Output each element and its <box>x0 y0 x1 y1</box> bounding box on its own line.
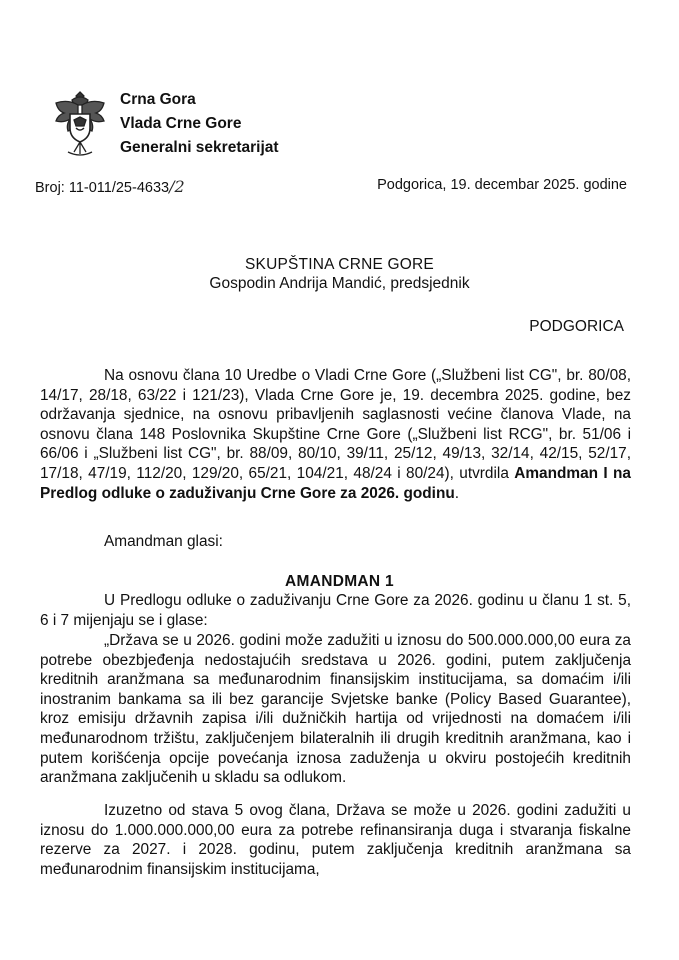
paragraph-5 <box>40 631 631 788</box>
intro-text: Na osnovu člana 10 Uredbe o Vladi Crne Gore („Službeni list CG", br. 80/08, 14/17, 28/18, 63/22 i 121/23), Vlada Crne Gore je, 19. decembra 2025. godine, bez održavanja sjednice, na osnovu pribavljenih saglasnosti većine članova Vlade, na osnovu člana 148 Poslovnika Skupštine Crne Gore („Službeni list RCG", br. 51/06 i 66/06 i „Službeni list CG", br. 88/09, 80/10, 39/11, 25/12, 49/13, 32/14, 42/15, 52/17, 17/18, 47/19, 112/20, 129/20, 65/21, 104/21, 48/24 i 80/24), utvrdila <box>40 367 631 482</box>
department-name: Generalni sekretarijat <box>120 139 279 156</box>
reference-number <box>35 177 185 196</box>
place-date: Podgorica, 19. decembar 2025. godine <box>377 177 627 193</box>
government-name: Vlada Crne Gore <box>120 115 242 132</box>
amendment-reads-line: Amandman glasi: <box>104 533 223 550</box>
reference-row <box>35 177 627 199</box>
issuer-header <box>120 88 279 160</box>
intro-bold-text: Amandman I na Predlog odluke o zaduživanju Crne Gore za 2026. godinu <box>40 464 631 502</box>
reference-number-text: Broj: 11-011/25-4633 <box>35 180 170 196</box>
country-name: Crna Gora <box>120 91 196 108</box>
amendment-title: AMANDMAN 1 <box>285 573 394 590</box>
coat-of-arms-icon <box>48 88 112 160</box>
intro-end: . <box>454 484 460 502</box>
handwritten-suffix: /2 <box>169 177 185 196</box>
recipient-institution: SKUPŠTINA CRNE GORE <box>245 256 434 273</box>
paragraph-6 <box>40 801 631 879</box>
paragraph-5-text: „Država se u 2026. godini može zadužiti u iznosu do 500.000.000,00 eura za potrebe obezbjeđenja nedostajućih sredstava u 2026. godini, putem zaključenja kreditnih aranžmana sa međunarodnim finansijskim institucijama, sa domaćim i/ili inostranim bankama sa ili bez garancije Svjetske banke (Policy Based Guarantee), kroz emisiju državnih zapisa i/ili dužničkih hartija od vrijednosti na domaćem i/ili međunarodnom tržištu, zaključenjem bilateralnih ili drugih kreditnih aranžmana, kao i putem korišćenja opcije povećanja iznosa zaduženja u okviru postojećih kreditnih aranžmana zaključenih u skladu sa odlukom. <box>40 632 631 787</box>
amendment-intro-paragraph <box>40 591 631 630</box>
recipient-city: PODGORICA <box>529 318 624 335</box>
amendment-intro-text: U Predlogu odluke o zaduživanju Crne Gore za 2026. godinu u članu 1 st. 5, 6 i 7 mijenjaju se i glase: <box>40 592 631 629</box>
recipient-person: Gospodin Andrija Mandić, predsjednik <box>209 275 470 292</box>
intro-paragraph <box>40 366 631 503</box>
paragraph-6-text: Izuzetno od stava 5 ovog člana, Država se može u 2026. godini zadužiti u iznosu do 1.000.000.000,00 eura za potrebe refinansiranja duga i stvaranja fiskalne rezerve za 2027. i 2028. godinu, putem zaključenja kreditnih aranžmana sa međunarodnim finansijskim institucijama, <box>40 802 631 878</box>
